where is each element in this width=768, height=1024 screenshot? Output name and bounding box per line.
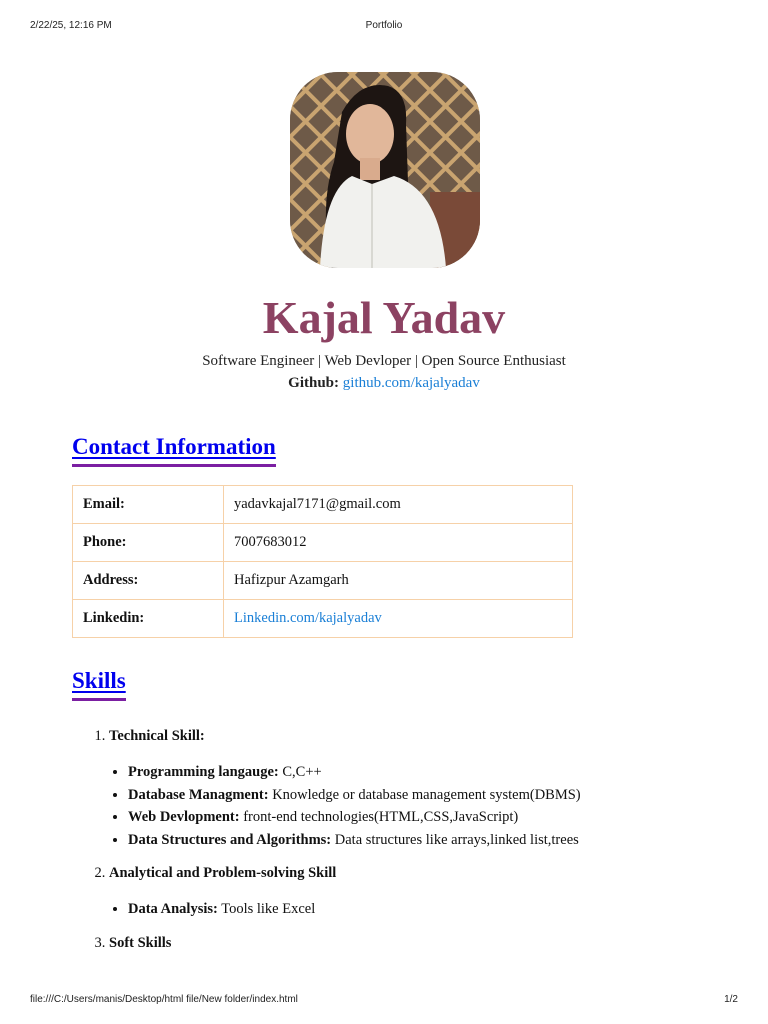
skill-term: Data Analysis:: [128, 901, 218, 917]
list-item: [128, 898, 712, 921]
contact-email-label: Email:: [73, 486, 224, 524]
profile-name: Kajal Yadav: [262, 292, 506, 343]
skill-group: [109, 935, 712, 952]
print-page-number: 1/2: [724, 994, 738, 1005]
skill-desc: Data structures like arrays,linked list,trees: [334, 831, 579, 848]
github-link[interactable]: github.com/kajalyadav: [342, 375, 480, 391]
skill-group-heading: 2. Analytical and Problem-solving Skill: [109, 865, 337, 881]
skill-desc: Tools like Excel: [221, 901, 316, 917]
print-footer: [0, 994, 768, 1008]
contact-table: [72, 485, 573, 638]
skills-list: [92, 728, 712, 968]
skill-desc: Knowledge or database management system(DBMS): [272, 786, 581, 803]
table-row: [73, 486, 573, 524]
contact-phone-label: Phone:: [73, 524, 224, 562]
table-row: [73, 524, 573, 562]
linkedin-link[interactable]: Linkedin.com/kajalyadav: [234, 610, 382, 626]
table-row: [73, 562, 573, 600]
contact-linkedin-cell: [224, 600, 573, 638]
skill-group-heading: 1. Technical Skill:: [109, 728, 205, 744]
skill-desc: C,C++: [282, 764, 322, 780]
list-item: [128, 806, 712, 829]
profile-photo: [290, 72, 480, 268]
print-datetime: 2/22/25, 12:16 PM: [30, 20, 112, 31]
contact-address-label: Address:: [73, 562, 224, 600]
contact-section-title: Contact Information: [72, 434, 276, 467]
print-header: [0, 20, 768, 34]
skills-section-title: Skills: [72, 668, 126, 701]
skill-group: [109, 728, 712, 851]
contact-phone-value: 7007683012: [224, 524, 573, 562]
table-row: [73, 600, 573, 638]
list-item: [128, 761, 712, 784]
contact-email-value: yadavkajal7171@gmail.com: [224, 486, 573, 524]
contact-address-value: Hafizpur Azamgarh: [224, 562, 573, 600]
skill-term: Programming langauge:: [128, 764, 279, 780]
contact-linkedin-label: Linkedin:: [73, 600, 224, 638]
skill-desc: front-end technologies(HTML,CSS,JavaScript): [243, 809, 519, 825]
print-file-path: file:///C:/Users/manis/Desktop/html file/New folder/index.html: [30, 994, 298, 1005]
list-item: [128, 784, 712, 807]
skill-term: Web Devlopment:: [128, 809, 240, 825]
github-label: Github:: [288, 375, 340, 391]
print-doc-title: Portfolio: [365, 20, 403, 31]
github-line: [0, 375, 768, 392]
profile-tagline: Software Engineer | Web Devloper | Open Source Enthusiast: [202, 353, 566, 369]
skill-term: Data Structures and Algorithms:: [128, 831, 332, 848]
skill-group: [109, 865, 712, 921]
skill-term: Database Managment:: [128, 786, 269, 803]
skill-group-heading: 3. Soft Skills: [109, 934, 172, 951]
list-item: [128, 829, 712, 852]
